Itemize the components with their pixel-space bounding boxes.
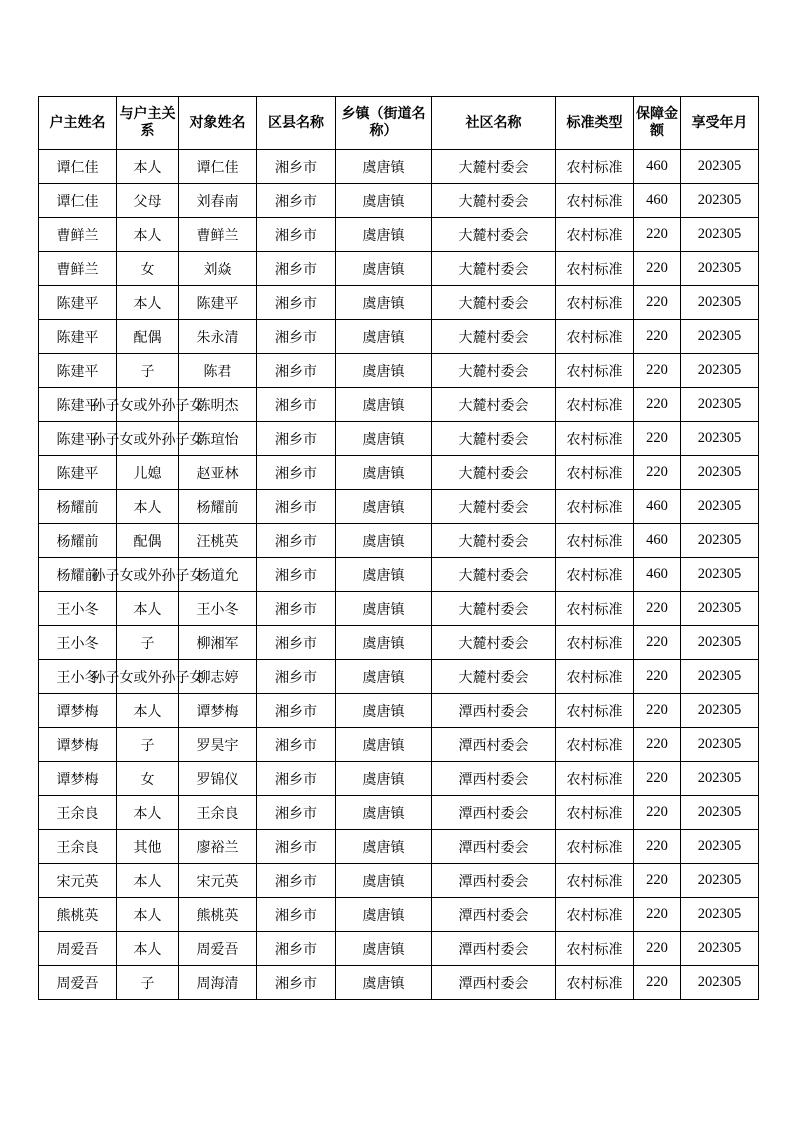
cell-county: 湘乡市: [257, 864, 336, 898]
cell-township: 虞唐镇: [336, 524, 432, 558]
cell-month: 202305: [681, 252, 759, 286]
cell-month: 202305: [681, 864, 759, 898]
cell-relationship: 配偶: [117, 320, 179, 354]
cell-township: 虞唐镇: [336, 830, 432, 864]
cell-standard-type: 农村标准: [556, 932, 634, 966]
cell-household-head: 谭仁佳: [39, 150, 117, 184]
cell-community: 大麓村委会: [432, 184, 556, 218]
cell-amount: 460: [634, 150, 681, 184]
cell-standard-type: 农村标准: [556, 660, 634, 694]
cell-household-head: 王小冬: [39, 626, 117, 660]
cell-recipient-name: 杨耀前: [179, 490, 257, 524]
cell-county: 湘乡市: [257, 184, 336, 218]
cell-relationship: 儿媳: [117, 456, 179, 490]
cell-standard-type: 农村标准: [556, 626, 634, 660]
cell-month: 202305: [681, 796, 759, 830]
table-row: [39, 966, 759, 1000]
cell-standard-type: 农村标准: [556, 218, 634, 252]
cell-household-head: 曹鲜兰: [39, 252, 117, 286]
cell-recipient-name: 罗昊宇: [179, 728, 257, 762]
cell-month: 202305: [681, 694, 759, 728]
cell-community: 潭西村委会: [432, 864, 556, 898]
cell-county: 湘乡市: [257, 694, 336, 728]
cell-standard-type: 农村标准: [556, 966, 634, 1000]
cell-relationship: 本人: [117, 218, 179, 252]
cell-community: 大麓村委会: [432, 626, 556, 660]
table-row: [39, 796, 759, 830]
cell-standard-type: 农村标准: [556, 490, 634, 524]
cell-county: 湘乡市: [257, 150, 336, 184]
table-body: [39, 150, 759, 1000]
cell-community: 大麓村委会: [432, 490, 556, 524]
cell-relationship: 本人: [117, 796, 179, 830]
table-row: [39, 388, 759, 422]
cell-household-head: 杨耀前: [39, 524, 117, 558]
cell-household-head: 陈建平: [39, 422, 117, 456]
cell-month: 202305: [681, 286, 759, 320]
cell-township: 虞唐镇: [336, 898, 432, 932]
cell-county: 湘乡市: [257, 490, 336, 524]
cell-household-head: 熊桃英: [39, 898, 117, 932]
cell-amount: 220: [634, 456, 681, 490]
cell-amount: 220: [634, 762, 681, 796]
table-row: [39, 354, 759, 388]
cell-community: 大麓村委会: [432, 252, 556, 286]
cell-month: 202305: [681, 490, 759, 524]
cell-recipient-name: 熊桃英: [179, 898, 257, 932]
cell-month: 202305: [681, 932, 759, 966]
assistance-roster-table: [38, 96, 759, 1000]
cell-township: 虞唐镇: [336, 762, 432, 796]
cell-amount: 220: [634, 626, 681, 660]
cell-standard-type: 农村标准: [556, 320, 634, 354]
header-month: 享受年月: [681, 97, 759, 150]
cell-recipient-name: 曹鲜兰: [179, 218, 257, 252]
cell-month: 202305: [681, 898, 759, 932]
table-row: [39, 422, 759, 456]
cell-household-head: 王小冬: [39, 592, 117, 626]
cell-amount: 220: [634, 592, 681, 626]
cell-relationship: 配偶: [117, 524, 179, 558]
cell-month: 202305: [681, 830, 759, 864]
cell-relationship: 本人: [117, 864, 179, 898]
cell-household-head: 杨耀前: [39, 490, 117, 524]
cell-relationship: 女: [117, 252, 179, 286]
cell-county: 湘乡市: [257, 966, 336, 1000]
cell-recipient-name: 谭梦梅: [179, 694, 257, 728]
cell-recipient-name: 周爱吾: [179, 932, 257, 966]
cell-relationship: 本人: [117, 150, 179, 184]
cell-amount: 220: [634, 932, 681, 966]
cell-household-head: 谭仁佳: [39, 184, 117, 218]
table-row: [39, 830, 759, 864]
table-row: [39, 626, 759, 660]
table-row: [39, 864, 759, 898]
cell-household-head: 周爱吾: [39, 932, 117, 966]
cell-township: 虞唐镇: [336, 592, 432, 626]
cell-township: 虞唐镇: [336, 694, 432, 728]
cell-standard-type: 农村标准: [556, 456, 634, 490]
cell-household-head: 陈建平: [39, 456, 117, 490]
cell-month: 202305: [681, 456, 759, 490]
cell-community: 大麓村委会: [432, 660, 556, 694]
cell-standard-type: 农村标准: [556, 184, 634, 218]
header-county: 区县名称: [257, 97, 336, 150]
table-row: [39, 728, 759, 762]
cell-standard-type: 农村标准: [556, 864, 634, 898]
cell-relationship: 本人: [117, 694, 179, 728]
cell-recipient-name: 陈瑄怡: [179, 422, 257, 456]
cell-county: 湘乡市: [257, 592, 336, 626]
cell-month: 202305: [681, 150, 759, 184]
table-row: [39, 660, 759, 694]
cell-community: 大麓村委会: [432, 320, 556, 354]
cell-township: 虞唐镇: [336, 796, 432, 830]
cell-household-head: 宋元英: [39, 864, 117, 898]
table-row: [39, 592, 759, 626]
cell-county: 湘乡市: [257, 422, 336, 456]
cell-county: 湘乡市: [257, 286, 336, 320]
cell-relationship: 子: [117, 728, 179, 762]
header-household-head: 户主姓名: [39, 97, 117, 150]
table-row: [39, 524, 759, 558]
cell-relationship: 父母: [117, 184, 179, 218]
cell-relationship: 本人: [117, 490, 179, 524]
table-row: [39, 218, 759, 252]
cell-amount: 460: [634, 184, 681, 218]
cell-township: 虞唐镇: [336, 150, 432, 184]
cell-township: 虞唐镇: [336, 932, 432, 966]
cell-relationship: 子: [117, 354, 179, 388]
cell-month: 202305: [681, 524, 759, 558]
cell-household-head: 王小冬: [39, 660, 117, 694]
cell-standard-type: 农村标准: [556, 252, 634, 286]
cell-recipient-name: 宋元英: [179, 864, 257, 898]
cell-recipient-name: 柳湘军: [179, 626, 257, 660]
cell-community: 潭西村委会: [432, 728, 556, 762]
cell-county: 湘乡市: [257, 932, 336, 966]
cell-community: 大麓村委会: [432, 456, 556, 490]
cell-county: 湘乡市: [257, 218, 336, 252]
table-row: [39, 932, 759, 966]
table-row: [39, 898, 759, 932]
cell-amount: 220: [634, 286, 681, 320]
table-row: [39, 252, 759, 286]
cell-relationship: 子: [117, 626, 179, 660]
cell-township: 虞唐镇: [336, 252, 432, 286]
cell-month: 202305: [681, 626, 759, 660]
table-row: [39, 320, 759, 354]
cell-month: 202305: [681, 660, 759, 694]
table-row: [39, 150, 759, 184]
cell-county: 湘乡市: [257, 456, 336, 490]
table-row: [39, 558, 759, 592]
cell-amount: 220: [634, 252, 681, 286]
cell-county: 湘乡市: [257, 762, 336, 796]
cell-recipient-name: 罗锦仪: [179, 762, 257, 796]
cell-standard-type: 农村标准: [556, 422, 634, 456]
relationship-text: 孙子女或外孙子女: [91, 567, 204, 584]
cell-standard-type: 农村标准: [556, 150, 634, 184]
cell-township: 虞唐镇: [336, 320, 432, 354]
cell-standard-type: 农村标准: [556, 524, 634, 558]
cell-household-head: 陈建平: [39, 354, 117, 388]
cell-community: 潭西村委会: [432, 932, 556, 966]
cell-township: 虞唐镇: [336, 490, 432, 524]
table-row: [39, 184, 759, 218]
cell-county: 湘乡市: [257, 354, 336, 388]
cell-community: 潭西村委会: [432, 966, 556, 1000]
cell-household-head: 杨耀前: [39, 558, 117, 592]
cell-amount: 220: [634, 694, 681, 728]
table-row: [39, 694, 759, 728]
cell-month: 202305: [681, 388, 759, 422]
cell-county: 湘乡市: [257, 898, 336, 932]
header-row: [39, 97, 759, 150]
cell-household-head: 谭梦梅: [39, 694, 117, 728]
cell-recipient-name: 汪桃英: [179, 524, 257, 558]
cell-amount: 220: [634, 966, 681, 1000]
cell-household-head: 谭梦梅: [39, 728, 117, 762]
header-amount: 保障金额: [634, 97, 681, 150]
cell-township: 虞唐镇: [336, 422, 432, 456]
cell-month: 202305: [681, 762, 759, 796]
cell-household-head: 陈建平: [39, 388, 117, 422]
cell-standard-type: 农村标准: [556, 558, 634, 592]
cell-amount: 460: [634, 490, 681, 524]
cell-community: 大麓村委会: [432, 218, 556, 252]
cell-standard-type: 农村标准: [556, 694, 634, 728]
cell-amount: 220: [634, 830, 681, 864]
cell-relationship: 其他: [117, 830, 179, 864]
cell-county: 湘乡市: [257, 728, 336, 762]
cell-township: 虞唐镇: [336, 660, 432, 694]
cell-month: 202305: [681, 354, 759, 388]
table-row: [39, 286, 759, 320]
cell-relationship: [91, 558, 204, 592]
cell-community: 大麓村委会: [432, 388, 556, 422]
cell-relationship: [91, 422, 204, 456]
cell-recipient-name: 朱永清: [179, 320, 257, 354]
cell-recipient-name: 陈君: [179, 354, 257, 388]
cell-amount: 220: [634, 218, 681, 252]
cell-standard-type: 农村标准: [556, 796, 634, 830]
cell-county: 湘乡市: [257, 524, 336, 558]
cell-community: 大麓村委会: [432, 422, 556, 456]
cell-community: 潭西村委会: [432, 694, 556, 728]
cell-county: 湘乡市: [257, 320, 336, 354]
cell-standard-type: 农村标准: [556, 354, 634, 388]
cell-relationship: 本人: [117, 932, 179, 966]
cell-recipient-name: 刘春南: [179, 184, 257, 218]
table-row: [39, 490, 759, 524]
cell-relationship: [91, 388, 204, 422]
header-recipient-name: 对象姓名: [179, 97, 257, 150]
cell-recipient-name: 王余良: [179, 796, 257, 830]
cell-community: 潭西村委会: [432, 830, 556, 864]
cell-recipient-name: 廖裕兰: [179, 830, 257, 864]
cell-county: 湘乡市: [257, 558, 336, 592]
relationship-text: 孙子女或外孙子女: [91, 397, 204, 414]
cell-county: 湘乡市: [257, 660, 336, 694]
header-community: 社区名称: [432, 97, 556, 150]
cell-amount: 220: [634, 898, 681, 932]
cell-standard-type: 农村标准: [556, 286, 634, 320]
cell-county: 湘乡市: [257, 252, 336, 286]
cell-community: 潭西村委会: [432, 796, 556, 830]
cell-household-head: 王余良: [39, 796, 117, 830]
cell-county: 湘乡市: [257, 796, 336, 830]
cell-recipient-name: 王小冬: [179, 592, 257, 626]
table-row: [39, 762, 759, 796]
cell-recipient-name: 周海清: [179, 966, 257, 1000]
cell-community: 潭西村委会: [432, 762, 556, 796]
cell-standard-type: 农村标准: [556, 762, 634, 796]
cell-month: 202305: [681, 966, 759, 1000]
cell-recipient-name: 谭仁佳: [179, 150, 257, 184]
cell-county: 湘乡市: [257, 388, 336, 422]
cell-month: 202305: [681, 422, 759, 456]
cell-household-head: 周爱吾: [39, 966, 117, 1000]
cell-month: 202305: [681, 558, 759, 592]
cell-township: 虞唐镇: [336, 354, 432, 388]
cell-month: 202305: [681, 592, 759, 626]
cell-standard-type: 农村标准: [556, 728, 634, 762]
cell-amount: 220: [634, 728, 681, 762]
cell-recipient-name: 陈明杰: [179, 388, 257, 422]
cell-standard-type: 农村标准: [556, 898, 634, 932]
cell-household-head: 曹鲜兰: [39, 218, 117, 252]
cell-relationship: 本人: [117, 286, 179, 320]
cell-community: 大麓村委会: [432, 286, 556, 320]
cell-household-head: 王余良: [39, 830, 117, 864]
cell-recipient-name: 柳志婷: [179, 660, 257, 694]
cell-standard-type: 农村标准: [556, 592, 634, 626]
cell-community: 大麓村委会: [432, 150, 556, 184]
cell-relationship: 女: [117, 762, 179, 796]
relationship-text: 孙子女或外孙子女: [91, 669, 204, 686]
cell-community: 大麓村委会: [432, 524, 556, 558]
cell-township: 虞唐镇: [336, 286, 432, 320]
cell-standard-type: 农村标准: [556, 830, 634, 864]
cell-month: 202305: [681, 218, 759, 252]
cell-community: 大麓村委会: [432, 592, 556, 626]
cell-household-head: 陈建平: [39, 320, 117, 354]
cell-month: 202305: [681, 320, 759, 354]
cell-amount: 220: [634, 864, 681, 898]
cell-community: 潭西村委会: [432, 898, 556, 932]
cell-township: 虞唐镇: [336, 456, 432, 490]
cell-recipient-name: 杨道允: [179, 558, 257, 592]
cell-month: 202305: [681, 184, 759, 218]
cell-township: 虞唐镇: [336, 728, 432, 762]
header-standard-type: 标准类型: [556, 97, 634, 150]
cell-amount: 220: [634, 354, 681, 388]
cell-household-head: 谭梦梅: [39, 762, 117, 796]
header-township: 乡镇（街道名称）: [336, 97, 432, 150]
cell-amount: 220: [634, 422, 681, 456]
cell-relationship: [91, 660, 204, 694]
cell-month: 202305: [681, 728, 759, 762]
cell-recipient-name: 刘焱: [179, 252, 257, 286]
cell-township: 虞唐镇: [336, 184, 432, 218]
header-relationship: 与户主关系: [117, 97, 179, 150]
cell-township: 虞唐镇: [336, 218, 432, 252]
cell-township: 虞唐镇: [336, 864, 432, 898]
cell-township: 虞唐镇: [336, 558, 432, 592]
cell-relationship: 本人: [117, 898, 179, 932]
relationship-text: 孙子女或外孙子女: [91, 431, 204, 448]
cell-amount: 220: [634, 660, 681, 694]
cell-amount: 460: [634, 524, 681, 558]
cell-county: 湘乡市: [257, 830, 336, 864]
cell-amount: 220: [634, 388, 681, 422]
cell-recipient-name: 赵亚林: [179, 456, 257, 490]
cell-county: 湘乡市: [257, 626, 336, 660]
cell-community: 大麓村委会: [432, 354, 556, 388]
cell-household-head: 陈建平: [39, 286, 117, 320]
cell-township: 虞唐镇: [336, 626, 432, 660]
cell-amount: 220: [634, 796, 681, 830]
cell-relationship: 本人: [117, 592, 179, 626]
cell-recipient-name: 陈建平: [179, 286, 257, 320]
cell-amount: 460: [634, 558, 681, 592]
cell-community: 大麓村委会: [432, 558, 556, 592]
cell-township: 虞唐镇: [336, 966, 432, 1000]
cell-relationship: 子: [117, 966, 179, 1000]
cell-standard-type: 农村标准: [556, 388, 634, 422]
cell-amount: 220: [634, 320, 681, 354]
table-row: [39, 456, 759, 490]
cell-township: 虞唐镇: [336, 388, 432, 422]
